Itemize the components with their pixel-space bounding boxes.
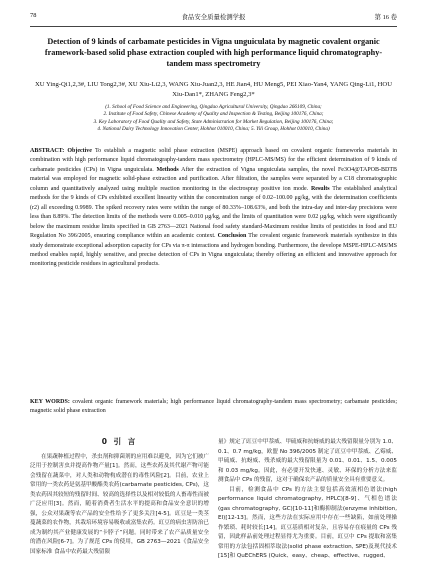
conclusion-label: Conclusion bbox=[217, 233, 247, 240]
intro-paragraph: 在果蔬种植过程中，杀虫剂和抑菌剂的应用难以避免，因为它们被广泛用于控制害虫并提高作物产量[1]。然而，这些农药及其代谢产物可能会残留在蔬菜中，对人类和动物构成潜在的毒性风险[2]。目前，农业上常用的一类农药是氨基甲酸酯类农药(carbamate pesticides, CPs)，这类农药因其较短的残留时间、较高的选择性以及相对较低的人畜毒性而被广泛应用[3]。然而，随着消费者生活水平的提高和食品安全意识的增强，公众对果蔬等农产品的安全性给予了更多关注[4-5]。豇豆是一类茎蔓蔬菜的农作物，其栽培环境容易吸收或富集农药。豇豆的病虫害防治已成为制约其产业健康发展的“卡脖子”问题。同时带来了农产品质量安全的潜在风险[6-7]。为了规范 CPs 的使用，GB 2763—2021《食品安全国家标准 食品中农药最大残留限 bbox=[30, 453, 210, 555]
objective-text: To establish a magnetic solid phase extraction (MSPE) approach based on covalent organic frameworks materials in combination with high performance liquid chromatography-tandem mass spectrometry (HPLC-MS/MS) for the efficient determination of 9 kinds of carbamate pesticides (CPs) in Vigna unguiculata. bbox=[30, 148, 397, 173]
abstract-label: ABSTRACT: bbox=[30, 148, 65, 154]
volume-label: 第 16 卷 bbox=[374, 14, 397, 21]
methods-text: After the extraction of Vigna unguiculata samples, the novel Fe3O4@TAPOB-BDTB material was employed for magnetic solid-phase extraction and purification. After filtration, the samples were separated by a C18 chromatographic column and quantitatively analyzed using multiple reaction monitoring in the electrospray positive ion mode. bbox=[30, 166, 397, 192]
intro-paragraph: 目前，检测食品中 CPs 的方法主要包括高效液相色谱法(high performance liquid chromatography, HPLC)[8-9]、气相色谱法(gas chromatography, GC)[10-11]和酶抑制法(enzyme inhibition, EI)[12-13]。然而，这些方法在实际应用中存在一些缺陷，如前处理操作繁琐、耗时较长[14]。豇豆基质相对复杂，且容易存在痕量的 CPs 残留，因此样品前处理过程显得尤为重要。目前，豇豆中 CPs 提取和富集常用的方法包括固相萃取法(solid phase extraction, SPE)及现代技术[15]和 QuEChERS (Quick、easy、cheap、effective、rugged、 bbox=[218, 486, 397, 559]
affiliation-line: (1. School of Food Science and Engineering, Qingdao Agricultural University, Qingdao 266109, China; bbox=[105, 104, 322, 110]
keywords-text: covalent organic framework materials; high performance liquid chromatography-tandem mass spectrometry; carbamate pesticides; magnetic solid phase extraction bbox=[30, 399, 398, 415]
keywords bbox=[30, 398, 397, 417]
results-text: The established analytical methods for the 9 kinds of CPs exhibited excellent linearity within the concentration range of 0.02–100.00 μg/kg, with the determination coefficients (r2) all exceeding 0.9989. The spiked recovery rates were within the range of 80.33%–108.63%, and both the intra-day and inter-day precisions were less than 8.89%. The detection limits of the methods were 0.005–0.010 μg/kg, and the limits of quantitation were 0.02 μg/kg, which were significantly below the maximum residue limits specified in GB 2763—2021 National food safety standard-Maximum residue limits of pesticides in food and EU Regulation No 396/2005, ensuring compliance within an academic context. bbox=[30, 185, 397, 240]
methods-label: Methods bbox=[156, 166, 179, 173]
affiliation-line: 4. National Dairy Technology Innovation Center, Hohhot 010010, China; 5. Yili Group, Hohhot 010010, China) bbox=[97, 125, 330, 132]
journal-name: 食品安全质量检测学报 bbox=[181, 14, 246, 21]
paper-title: Detection of 9 kinds of carbamate pesticides in Vigna unguiculata by magnetic covalent organic framework-based solid phase extraction coupled with high performance liquid chromatography-tandem mass spectrometry bbox=[44, 37, 383, 69]
conclusion-text: The covalent organic framework materials synthesize in this study demonstrate exceptional adsorption capacity for CPs via π-π interactions and hydrogen bonding. Furthermore, the develope MSPE-HPLC-MS/MS method enables rapid, highly sensitive, and precise detection of CPs in Vigna unguiculata; thereby offering an efficient and innovative approach for monitoring pesticide residues in agricultural products. bbox=[30, 233, 397, 268]
intro-paragraph: 量》规定了豇豆中甲萘威、甲硫威和抗蚜威的最大残留限量分别为 1.0、0.1、0.7 mg/kg，欧盟 No 396/2005 制定了豇豆中甲萘威、乙霉威、甲硫威、抗蚜威、残杀威的最大残留限量为 0.01、0.01、1.5、0.005 和 0.03 mg/kg。因此，有必要开发快速、灵敏、环保的分析方法来监测食品中 CPs 的残留，这对于确保农产品的质量安全具有重要意义。 bbox=[218, 439, 397, 483]
objective-label: Objective bbox=[67, 148, 92, 154]
author-list: XU Ying-Qi1,2,3#, LIU Tong2,3#, XU Xiu-Li2,3, WANG Xiu-Juan2,3, HE Jian4, HU Meng5, PEI Xiao-Yan4, YANG Qing-Li1, HOU Xiu-Dan1*, ZHANG Feng2,3* bbox=[35, 81, 392, 98]
keywords-label: KEY WORDS: bbox=[30, 399, 70, 405]
intro-left-column bbox=[30, 437, 209, 557]
intro-right-column bbox=[218, 438, 397, 562]
affiliation-line: 2. Institute of Food Safety, Chinese Academy of Quality and Inspection & Testing, Beijing 100176, China; bbox=[103, 111, 324, 118]
page-number: 78 bbox=[30, 12, 37, 19]
section-heading: 0 引 言 bbox=[101, 437, 138, 446]
running-header bbox=[30, 8, 397, 27]
affiliation-line: 3. Key Laboratory of Food Quality and Safety, State Administration for Market Regulation, Beijing 100176, China; bbox=[93, 118, 334, 125]
affiliations bbox=[30, 104, 397, 133]
abstract bbox=[30, 147, 397, 270]
results-label: Results bbox=[310, 185, 330, 192]
